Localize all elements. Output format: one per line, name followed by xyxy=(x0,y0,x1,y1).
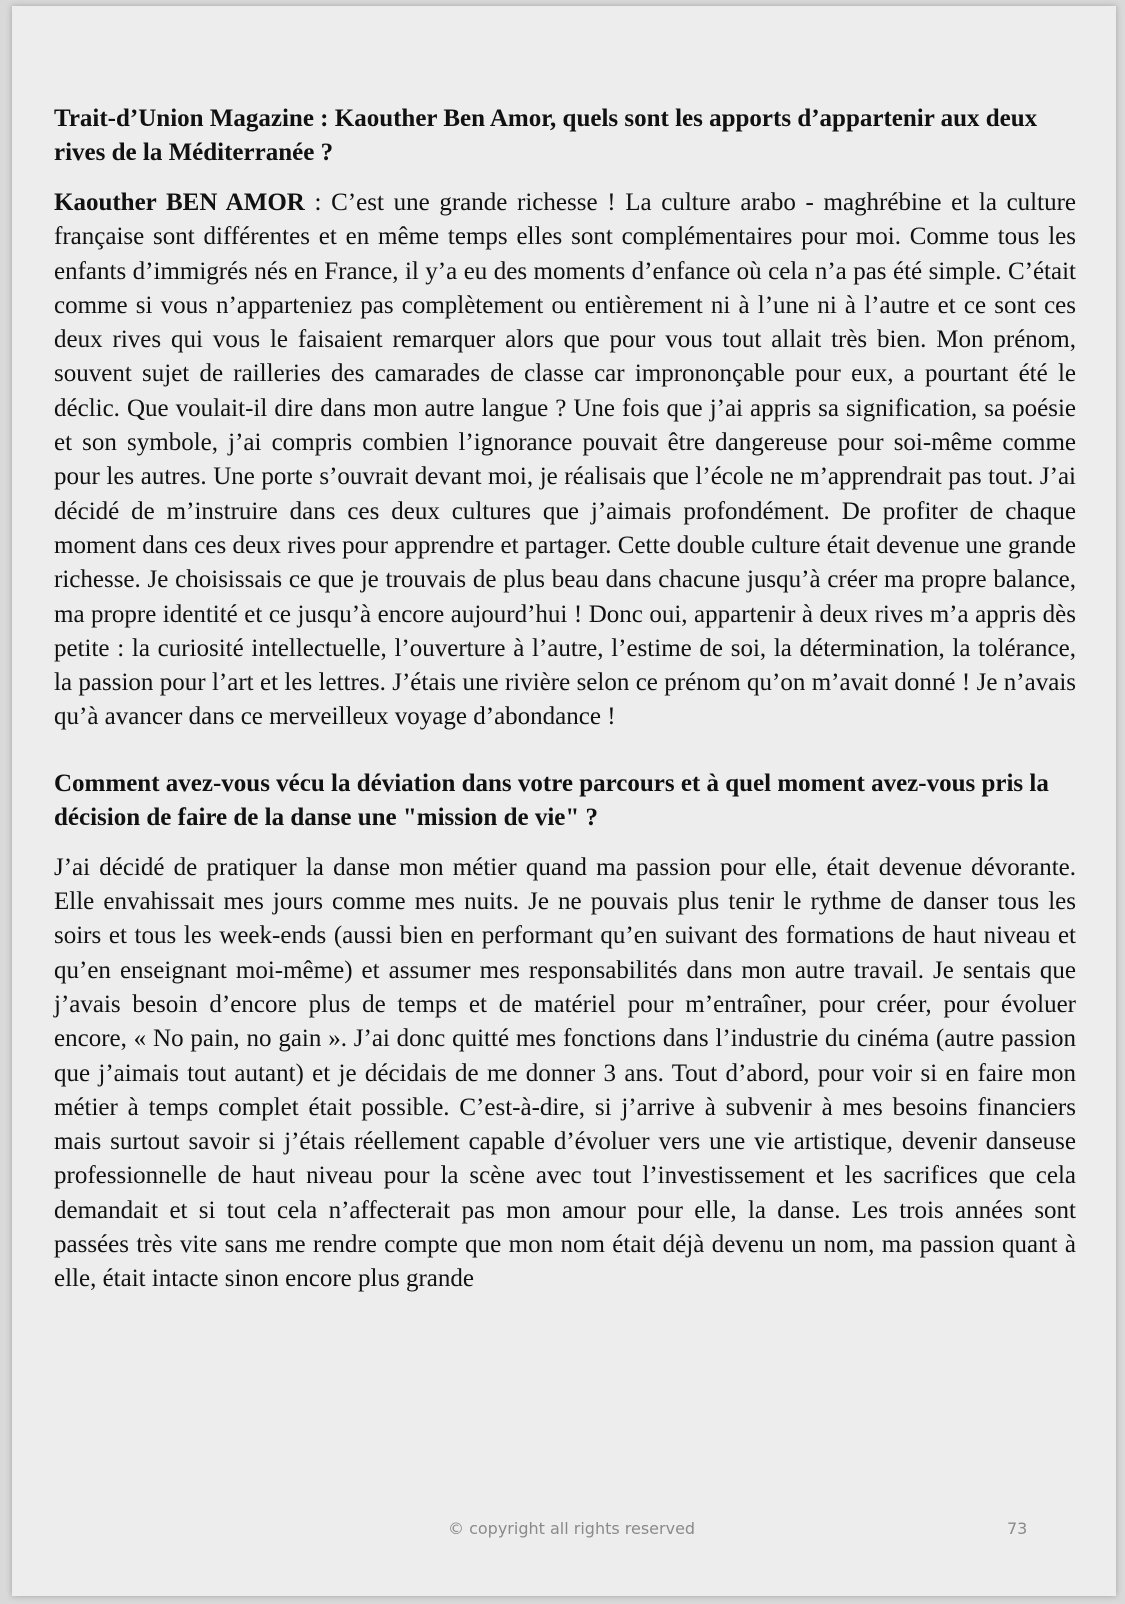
interview-answer-1 xyxy=(54,186,1076,735)
interview-answer-2: J’ai décidé de pratiquer la danse mon métier quand ma passion pour elle, était devenue dévorante. Elle envahissait mes jours comme mes nuits. Je ne pouvais plus tenir le rythme de danser tous les soirs et tous les week-ends (aussi bien en performant qu’en suivant des formations de haut niveau et qu’en enseignant moi-même) et assumer mes responsabilités dans mon autre travail. Je sentais que j’avais besoin d’encore plus de temps et de matériel pour m’entraîner, pour créer, pour évoluer encore, « No pain, no gain ». J’ai donc quitté mes fonctions dans l’industrie du cinéma (autre passion que j’aimais tout autant) et je décidais de me donner 3 ans. Tout d’abord, pour voir si en faire mon métier à temps complet était possible. C’est-à-dire, si j’arrive à subvenir à mes besoins financiers mais surtout savoir si j’étais réellement capable d’évoluer vers une vie artistique, devenir danseuse professionnelle de haut niveau pour la scène avec tout l’investissement et les sacrifices que cela demandait et si tout cela n’affecterait pas mon amour pour elle, la danse. Les trois années sont passées très vite sans me rendre compte que mon nom était déjà devenu un nom, ma passion quant à elle, était intacte sinon encore plus grande xyxy=(54,853,1076,1293)
speaker-name: Kaouther BEN AMOR xyxy=(54,189,305,216)
interview-question-1: Trait-d’Union Magazine : Kaouther Ben Amor, quels sont les apports d’appartenir aux deux rives de la Méditerranée ? xyxy=(54,105,1038,166)
answer-1-text: : C’est une grande richesse ! La culture arabo - maghrébine et la culture française sont différentes et en même temps elles sont complémentaires pour moi. Comme tous les enfants d’immigrés nés en France, il y’a eu des moments d’enfance où cela n’a pas été simple. C’était comme si vous n’apparteniez pas complètement ou entièrement ni à l’une ni à l’autre et ce sont ces deux rives qui vous le faisaient remarquer alors que pour vous tout allait très bien. Mon prénom, souvent sujet de railleries des camarades de classe car imprononçable pour eux, a pourtant été le déclic. Que voulait-il dire dans mon autre langue ? Une fois que j’ai appris sa signification, sa poésie et son symbole, j’ai compris combien l’ignorance pouvait être dangereuse pour soi-même comme pour les autres. Une porte s’ouvrait devant moi, je réalisais que l’école ne m’apprendrait pas tout. J’ai décidé de m’instruire dans ces deux cultures que j’aimais profondément. De profiter de chaque moment dans ces deux rives pour apprendre et partager. Cette double culture était devenue une grande richesse. Je choisissais ce que je trouvais de plus beau dans chacune jusqu’à créer ma propre balance, ma propre identité et ce jusqu’à encore aujourd’hui ! Donc oui, appartenir à deux rives m’a appris dès petite : la curiosité intellectuelle, l’ouverture à l’autre, l’estime de soi, la détermination, la tolérance, la passion pour l’art et les lettres. J’étais une rivière selon ce prénom qu’on m’avait donné ! Je n’avais qu’à avancer dans ce merveilleux voyage d’abondance ! xyxy=(54,189,1076,731)
page-number: 73 xyxy=(1007,1519,1028,1538)
interview-question-2: Comment avez-vous vécu la déviation dans votre parcours et à quel moment avez-vous pris la décision de faire de la danse une "mission de vie" ? xyxy=(54,769,1049,831)
document-page xyxy=(12,6,1116,1596)
copyright-notice: © copyright all rights reserved xyxy=(448,1519,696,1538)
page-content xyxy=(54,102,1076,1329)
